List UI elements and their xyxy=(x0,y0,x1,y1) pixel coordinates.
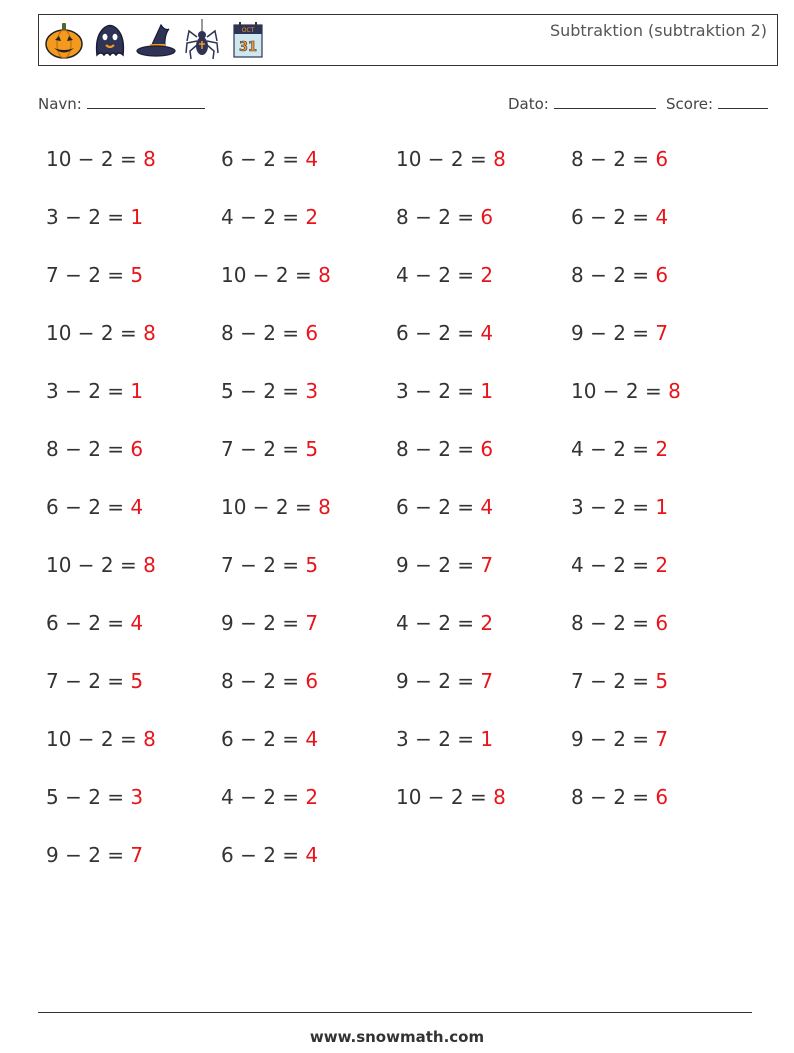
problem-answer: 8 xyxy=(493,785,506,809)
problem-question: 8 − 2 = xyxy=(571,611,650,635)
problem-answer: 6 xyxy=(655,785,669,809)
problem-question: 10 − 2 = xyxy=(46,727,137,751)
problem-question: 4 − 2 = xyxy=(221,205,300,229)
problem-item xyxy=(571,611,668,635)
problem-question: 9 − 2 = xyxy=(571,321,650,345)
problem-answer: 7 xyxy=(655,321,669,345)
problem-answer: 8 xyxy=(143,321,156,345)
problem-question: 6 − 2 = xyxy=(221,147,300,171)
problem-item xyxy=(571,379,681,403)
problem-item xyxy=(396,321,493,345)
problem-answer: 6 xyxy=(305,669,319,693)
problem-answer: 4 xyxy=(130,495,144,519)
problem-question: 8 − 2 = xyxy=(46,437,125,461)
footer-divider xyxy=(38,1012,752,1013)
problem-answer: 1 xyxy=(655,495,669,519)
problem-item xyxy=(221,437,318,461)
problem-answer: 8 xyxy=(318,263,331,287)
problem-answer: 5 xyxy=(130,669,144,693)
problem-item xyxy=(221,843,318,867)
problem-item xyxy=(571,727,668,751)
problem-answer: 2 xyxy=(480,611,494,635)
header-icons xyxy=(43,19,269,61)
problem-item xyxy=(396,379,493,403)
problem-item xyxy=(46,495,143,519)
problem-answer: 3 xyxy=(305,379,319,403)
calendar-day: 31 xyxy=(238,40,258,55)
problem-answer: 4 xyxy=(305,843,319,867)
problem-question: 10 − 2 = xyxy=(221,263,312,287)
problem-question: 6 − 2 = xyxy=(221,727,300,751)
problem-answer: 5 xyxy=(655,669,669,693)
problem-item xyxy=(46,727,156,751)
problem-item xyxy=(221,785,318,809)
problem-answer: 6 xyxy=(130,437,144,461)
pumpkin-icon xyxy=(43,19,85,61)
problem-question: 7 − 2 = xyxy=(46,669,125,693)
problem-question: 10 − 2 = xyxy=(396,147,487,171)
problem-answer: 2 xyxy=(655,553,669,577)
problem-question: 7 − 2 = xyxy=(221,553,300,577)
problem-answer: 7 xyxy=(480,553,494,577)
problem-answer: 2 xyxy=(305,205,319,229)
problem-item xyxy=(46,379,143,403)
problem-question: 10 − 2 = xyxy=(46,321,137,345)
problem-item xyxy=(396,263,493,287)
worksheet-title: Subtraktion (subtraktion 2) xyxy=(549,21,767,40)
problem-item xyxy=(221,611,318,635)
problem-question: 4 − 2 = xyxy=(221,785,300,809)
problem-question: 6 − 2 = xyxy=(396,321,475,345)
problem-question: 9 − 2 = xyxy=(396,669,475,693)
problem-answer: 1 xyxy=(130,379,144,403)
problem-answer: 8 xyxy=(143,553,156,577)
problem-question: 4 − 2 = xyxy=(571,553,650,577)
problem-answer: 4 xyxy=(655,205,669,229)
problem-answer: 5 xyxy=(305,437,319,461)
problem-answer: 3 xyxy=(130,785,144,809)
problem-answer: 4 xyxy=(305,147,319,171)
problem-question: 3 − 2 = xyxy=(396,379,475,403)
problem-item xyxy=(46,437,143,461)
problem-answer: 1 xyxy=(130,205,144,229)
problem-answer: 6 xyxy=(655,611,669,635)
problem-answer: 2 xyxy=(655,437,669,461)
problem-question: 4 − 2 = xyxy=(396,263,475,287)
problem-item xyxy=(46,611,143,635)
problem-item xyxy=(221,727,318,751)
problem-item xyxy=(571,495,668,519)
problem-item xyxy=(396,147,506,171)
problem-question: 10 − 2 = xyxy=(396,785,487,809)
problem-question: 8 − 2 = xyxy=(571,263,650,287)
problem-question: 8 − 2 = xyxy=(571,147,650,171)
problem-item xyxy=(46,205,143,229)
problem-answer: 6 xyxy=(655,147,669,171)
problem-question: 8 − 2 = xyxy=(221,321,300,345)
problem-question: 10 − 2 = xyxy=(46,147,137,171)
date-field[interactable] xyxy=(508,94,656,113)
date-line[interactable] xyxy=(554,94,656,109)
problem-item xyxy=(571,205,668,229)
problem-item xyxy=(571,321,668,345)
problem-item xyxy=(46,321,156,345)
problem-item xyxy=(46,669,143,693)
problem-item xyxy=(571,669,668,693)
problem-question: 5 − 2 = xyxy=(221,379,300,403)
problem-question: 3 − 2 = xyxy=(571,495,650,519)
problem-answer: 6 xyxy=(305,321,319,345)
problem-answer: 4 xyxy=(305,727,319,751)
problem-item xyxy=(396,495,493,519)
problem-question: 6 − 2 = xyxy=(571,205,650,229)
problem-question: 8 − 2 = xyxy=(221,669,300,693)
problem-item xyxy=(221,495,331,519)
problem-item xyxy=(571,263,668,287)
problem-item xyxy=(571,785,668,809)
problem-question: 9 − 2 = xyxy=(46,843,125,867)
problem-answer: 7 xyxy=(130,843,144,867)
problem-item xyxy=(221,669,318,693)
problem-item xyxy=(571,437,668,461)
problem-question: 6 − 2 = xyxy=(46,495,125,519)
problem-item xyxy=(221,263,331,287)
problem-question: 9 − 2 = xyxy=(221,611,300,635)
problem-question: 10 − 2 = xyxy=(571,379,662,403)
problem-question: 7 − 2 = xyxy=(221,437,300,461)
problem-item xyxy=(46,263,143,287)
problem-question: 6 − 2 = xyxy=(396,495,475,519)
problem-answer: 7 xyxy=(305,611,319,635)
score-line[interactable] xyxy=(718,94,768,109)
problem-item xyxy=(396,611,493,635)
problem-item xyxy=(46,147,156,171)
problem-item xyxy=(396,437,493,461)
problem-question: 3 − 2 = xyxy=(46,205,125,229)
problem-answer: 6 xyxy=(655,263,669,287)
problem-answer: 4 xyxy=(480,495,494,519)
problem-question: 4 − 2 = xyxy=(571,437,650,461)
problem-answer: 5 xyxy=(130,263,144,287)
problem-question: 5 − 2 = xyxy=(46,785,125,809)
problem-item xyxy=(396,205,493,229)
problem-answer: 6 xyxy=(480,205,494,229)
problem-answer: 2 xyxy=(305,785,319,809)
problem-answer: 8 xyxy=(318,495,331,519)
problem-item xyxy=(221,147,318,171)
problem-question: 8 − 2 = xyxy=(396,205,475,229)
score-label: Score: xyxy=(666,95,714,113)
problem-item xyxy=(221,553,318,577)
name-line[interactable] xyxy=(87,94,205,109)
problem-question: 3 − 2 = xyxy=(46,379,125,403)
problem-question: 10 − 2 = xyxy=(46,553,137,577)
calendar-month: OCT xyxy=(241,27,255,34)
problem-answer: 8 xyxy=(143,147,156,171)
problem-answer: 8 xyxy=(493,147,506,171)
problem-answer: 6 xyxy=(480,437,494,461)
problem-item xyxy=(396,785,506,809)
witch-hat-icon xyxy=(135,19,177,61)
problem-item xyxy=(396,553,493,577)
problem-answer: 8 xyxy=(143,727,156,751)
name-field[interactable] xyxy=(38,94,205,113)
problem-answer: 4 xyxy=(130,611,144,635)
problem-question: 8 − 2 = xyxy=(571,785,650,809)
problem-answer: 1 xyxy=(480,379,494,403)
problem-answer: 7 xyxy=(655,727,669,751)
name-label: Navn: xyxy=(38,95,82,113)
problem-answer: 7 xyxy=(480,669,494,693)
problem-question: 3 − 2 = xyxy=(396,727,475,751)
problem-question: 7 − 2 = xyxy=(46,263,125,287)
problem-question: 6 − 2 = xyxy=(46,611,125,635)
problem-answer: 2 xyxy=(480,263,494,287)
problem-answer: 8 xyxy=(668,379,681,403)
problem-question: 9 − 2 = xyxy=(571,727,650,751)
date-label: Dato: xyxy=(508,95,549,113)
problem-answer: 5 xyxy=(305,553,319,577)
ghost-icon xyxy=(89,19,131,61)
problem-question: 9 − 2 = xyxy=(396,553,475,577)
problem-answer: 4 xyxy=(480,321,494,345)
problem-item xyxy=(46,553,156,577)
problem-question: 10 − 2 = xyxy=(221,495,312,519)
problem-item xyxy=(221,379,318,403)
problem-item xyxy=(46,843,143,867)
calendar-icon xyxy=(227,19,269,61)
problem-item xyxy=(571,553,668,577)
problem-question: 8 − 2 = xyxy=(396,437,475,461)
problem-item xyxy=(396,727,493,751)
problem-item xyxy=(46,785,143,809)
problem-question: 6 − 2 = xyxy=(221,843,300,867)
worksheet-header xyxy=(38,14,778,66)
problem-answer: 1 xyxy=(480,727,494,751)
problem-item xyxy=(221,205,318,229)
problem-item xyxy=(221,321,318,345)
footer-url[interactable]: www.snowmath.com xyxy=(309,1028,485,1046)
problem-question: 4 − 2 = xyxy=(396,611,475,635)
problem-question: 7 − 2 = xyxy=(571,669,650,693)
spider-icon xyxy=(181,19,223,61)
problem-item xyxy=(396,669,493,693)
score-field[interactable] xyxy=(666,94,768,113)
problem-item xyxy=(571,147,668,171)
